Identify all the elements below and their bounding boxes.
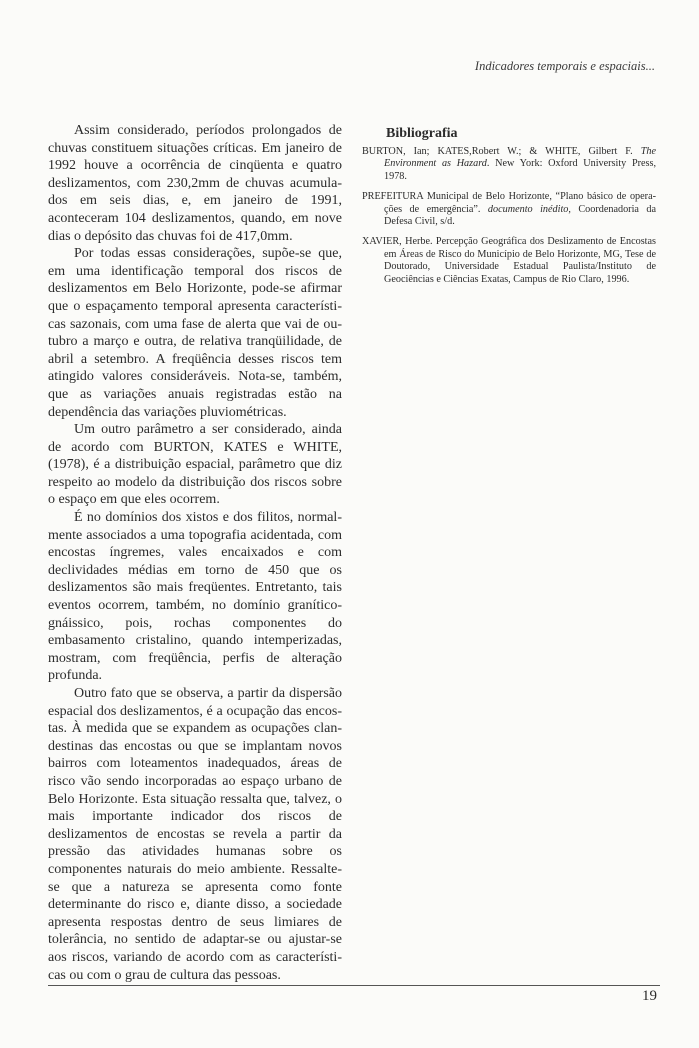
entry-text: , Coordenadoria da Defesa Civil, s/d. — [384, 203, 656, 228]
page-number: 19 — [642, 988, 657, 1004]
bibliography-entry — [362, 191, 656, 228]
body-paragraph: É no domínios dos xistos e dos filitos, normalmente associados a uma topografia acidentada, com encostas íngremes, vales encaixados e com declividades médias em torno de 450 que os deslizamentos são mais freqüentes. Entretanto, tais eventos ocorrem, também, no domínio granítico-gnáissico, pois, rochas componentes do embasamento cristalino, quando intemperizadas, mostram, com freqüência, perfis de alteração profunda. — [48, 510, 342, 684]
entry-text: . New York: Oxford University Press, 1978. — [384, 158, 657, 182]
entry-text: BURTON, Ian; KATES,Robert W.; & WHITE, Gilbert F. — [362, 146, 641, 157]
bibliography-section — [362, 126, 656, 294]
entry-text: PREFEITURA Municipal de Belo Horizonte, “Plano básico de operações de emergência”. — [362, 191, 656, 215]
entry-title-italic: documento inédito — [487, 203, 569, 215]
body-paragraph: Outro fato que se observa, a partir da dispersão espacial dos deslizamentos, é a ocupação das encostas. À medida que se expandem as ocupações clandestinas das encostas ou que se implantam novos bairros com loteamentos inadequados, áreas de risco vão sendo incorporadas ao espaço urbano de Belo Horizonte. Esta situação ressalta que, talvez, o mais importante indicador dos riscos de deslizamentos de encostas se revela a partir da pressão das atividades humanas sobre os componentes naturais do meio ambiente. Ressalte-se que a natureza se apresenta como fonte determinante do risco e, diante disso, a sociedade apresenta respostas dentro de seus limiares de tolerância, no sentido de adaptar-se ou ajustar-se aos riscos, variando de acordo com as características ou com o grau de cultura das pessoas. — [48, 686, 342, 983]
entry-title-italic: The Environment as Hazard — [384, 146, 656, 170]
body-paragraph: Por todas essas considerações, supõe-se que, em uma identificação temporal dos riscos de deslizamentos em Belo Horizonte, pode-se afirmar que o espaçamento temporal apresenta características sazonais, com uma fase de alerta que vai de outubro a março e outra, de relativa tranqüilidade, de abril a setembro. A freqüência desses riscos tem atingido valores consideráveis. Nota-se, também, que as variações anuais registradas estão na dependência das variações pluviométricas. — [48, 246, 342, 420]
main-text-column — [48, 122, 342, 984]
bibliography-entry — [362, 236, 656, 286]
bibliography-entry — [362, 146, 656, 183]
body-paragraph: Assim considerado, períodos prolongados de chuvas constituem situações críticas. Em janeiro de 1992 houve a ocorrência de cinqüenta e quatro deslizamentos, com 230,2mm de chuvas acumulados em seis dias, e, em janeiro de 1991, aconteceram 104 deslizamentos, quando, em nove dias o depósito das chuvas foi de 417,0mm. — [48, 123, 342, 244]
entry-text: XAVIER, Herbe. Percepção Geográfica dos Deslizamento de Encostas em Áreas de Risco do Município de Belo Horizonte, MG, Tese de Doutorado, Universidade Estadual Paulista/Instituto de Geociências e Ciências Exatas, Campus de Rio Claro, 1996. — [362, 236, 656, 285]
bibliography-title: Bibliografia — [386, 126, 458, 141]
footer-divider — [48, 985, 660, 986]
running-header: Indicadores temporais e espaciais... — [474, 59, 655, 73]
body-paragraph: Um outro parâmetro a ser considerado, ainda de acordo com BURTON, KATES e WHITE, (1978), é a distribuição espacial, parâmetro que diz respeito ao modelo da distribuição dos riscos sobre o espaço em que eles ocorrem. — [48, 422, 342, 508]
